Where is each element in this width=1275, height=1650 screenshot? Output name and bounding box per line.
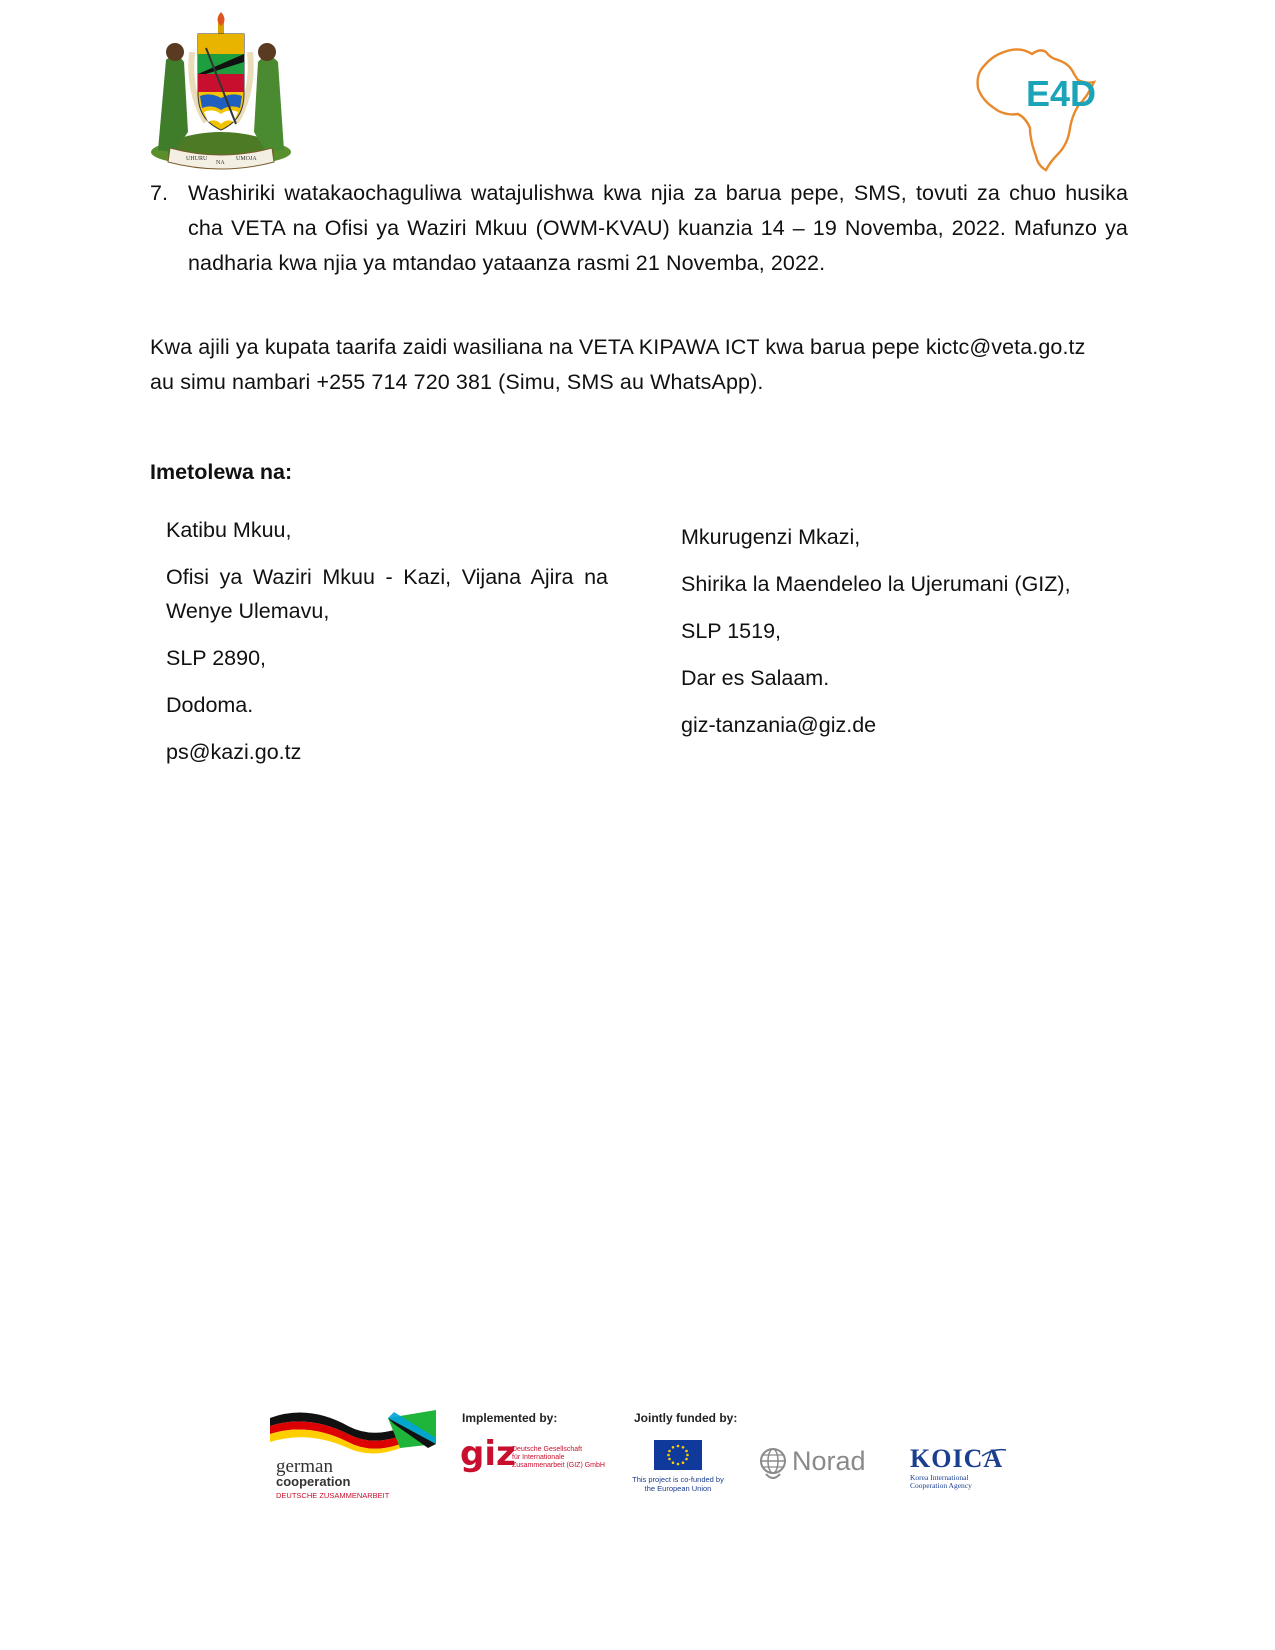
africa-outline-icon — [974, 44, 1114, 174]
motto-word-3: UMOJA — [236, 156, 257, 162]
koica-logo — [910, 1446, 1010, 1494]
left-signatory-email[interactable]: ps@kazi.go.tz — [166, 740, 302, 764]
koica-sub-line-1: Korea International — [910, 1473, 969, 1482]
right-signatory-title: Mkurugenzi Mkazi, — [681, 525, 861, 549]
contact-line-1: Kwa ajili ya kupata taarifa zaidi wasiliana na VETA KIPAWA ICT kwa barua pepe kictc@veta.go.tz — [150, 335, 1086, 359]
list-item-line-3: nadharia kwa njia ya mtandao yataanza rasmi 21 Novemba, 2022. — [188, 251, 826, 275]
contact-line-2: au simu nambari +255 714 720 381 (Simu, SMS au WhatsApp). — [150, 370, 764, 394]
coat-of-arms-logo — [148, 12, 294, 172]
koica-sub-line-2: Cooperation Agency — [910, 1481, 972, 1490]
left-signatory-po-box: SLP 2890, — [166, 646, 267, 670]
e4d-logo — [974, 44, 1114, 174]
giz-logo — [460, 1434, 610, 1480]
tanzania-coat-of-arms-icon — [148, 12, 294, 172]
koica-subtitle — [910, 1474, 1010, 1490]
list-item-line-1: Washiriki watakaochaguliwa watajulishwa kwa njia za barua pepe, SMS, tovuti za chuo husika — [188, 181, 1128, 205]
german-cooperation-line1: german — [276, 1456, 333, 1477]
giz-desc-line-3: Zusammenarbeit (GIZ) GmbH — [512, 1462, 605, 1469]
giz-desc-line-1: Deutsche Gesellschaft — [512, 1446, 583, 1453]
norad-logo — [758, 1444, 878, 1488]
right-signatory-po-box: SLP 1519, — [681, 619, 782, 643]
left-signatory-title: Katibu Mkuu, — [166, 518, 292, 542]
list-item-text — [188, 176, 1128, 281]
e4d-text: E4D — [1026, 73, 1097, 114]
implemented-by-label: Implemented by: — [462, 1411, 558, 1425]
eu-logo — [630, 1440, 726, 1498]
eu-caption-line-2: the European Union — [644, 1484, 712, 1493]
globe-icon — [758, 1446, 788, 1486]
giz-desc-line-2: für Internationale — [512, 1454, 565, 1461]
issued-by-heading: Imetolewa na: — [150, 460, 293, 484]
koica-swoosh-icon — [980, 1448, 1008, 1458]
motto-word-2: NA — [216, 160, 225, 166]
norad-text: Norad — [792, 1446, 866, 1476]
motto-word-1: UHURU — [186, 156, 208, 162]
list-item-number: 7. — [150, 181, 169, 205]
right-signatory-block — [681, 520, 1131, 755]
german-cooperation-line3: DEUTSCHE ZUSAMMENARBEIT — [276, 1491, 390, 1500]
right-signatory-office: Shirika la Maendeleo la Ujerumani (GIZ), — [681, 572, 1071, 596]
eu-flag-icon — [654, 1440, 702, 1470]
right-signatory-city: Dar es Salaam. — [681, 666, 830, 690]
giz-description — [512, 1446, 612, 1470]
contact-paragraph — [150, 330, 1130, 400]
koica-text: KOICA — [910, 1444, 1004, 1473]
left-signatory-block — [166, 513, 608, 782]
eu-caption-line-1: This project is co-funded by — [632, 1475, 724, 1484]
giz-logo-text: giz — [460, 1434, 516, 1474]
german-cooperation-logo — [268, 1408, 438, 1503]
list-item-line-2: cha VETA na Ofisi ya Waziri Mkuu (OWM-KVAU) kuanzia 14 – 19 Novemba, 2022. Mafunzo ya — [188, 216, 1128, 240]
right-signatory-email[interactable]: giz-tanzania@giz.de — [681, 713, 877, 737]
left-signatory-office: Ofisi ya Waziri Mkuu - Kazi, Vijana Ajira na Wenye Ulemavu, — [166, 565, 608, 623]
german-tanzania-swoosh-icon — [268, 1408, 438, 1458]
jointly-funded-label: Jointly funded by: — [634, 1411, 738, 1425]
german-cooperation-line2: cooperation — [276, 1474, 351, 1489]
eu-caption — [630, 1475, 726, 1493]
left-signatory-city: Dodoma. — [166, 693, 254, 717]
